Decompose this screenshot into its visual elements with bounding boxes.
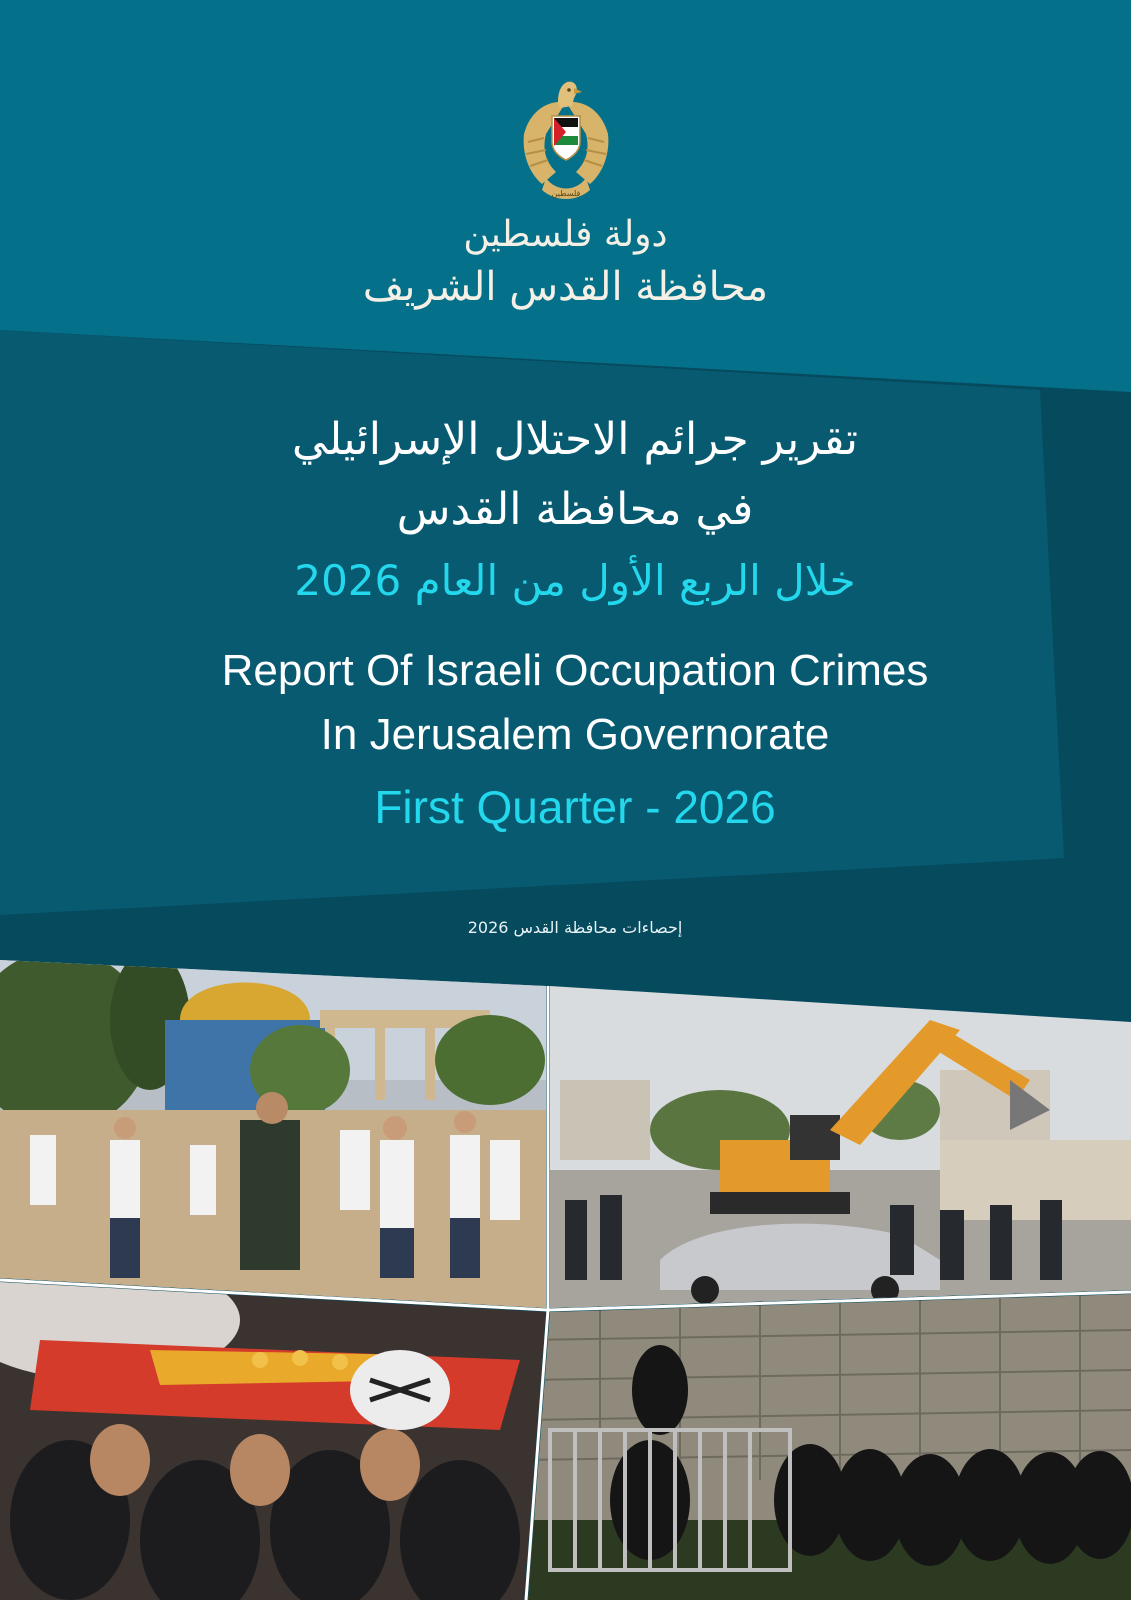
logo-state-name: دولة فلسطين bbox=[463, 214, 668, 255]
statistics-credit: إحصاءات محافظة القدس 2026 bbox=[467, 918, 683, 937]
title-english-line2: In Jerusalem Governorate bbox=[320, 710, 830, 759]
photo-collage bbox=[0, 960, 1131, 1600]
eagle-emblem-icon bbox=[516, 72, 616, 212]
title-arabic-line1: تقرير جرائم الاحتلال الإسرائيلي bbox=[292, 414, 858, 465]
photo-demolition-excavator bbox=[550, 986, 1131, 1310]
title-arabic-period: خلال الربع الأول من العام 2026 bbox=[294, 556, 856, 605]
emblem-scroll-text: فلسطين bbox=[551, 189, 580, 198]
title-english-period: First Quarter - 2026 bbox=[374, 781, 776, 833]
photo-prayer-by-wall bbox=[528, 1294, 1131, 1600]
title-english-line1: Report Of Israeli Occupation Crimes bbox=[221, 646, 929, 695]
title-arabic-line2: في محافظة القدس bbox=[396, 484, 754, 535]
photo-al-aqsa-settlers bbox=[0, 960, 546, 1310]
emblem bbox=[0, 72, 1131, 216]
photo-funeral-procession bbox=[0, 1260, 546, 1600]
logo-governorate-name: محافظة القدس الشريف bbox=[362, 264, 769, 310]
